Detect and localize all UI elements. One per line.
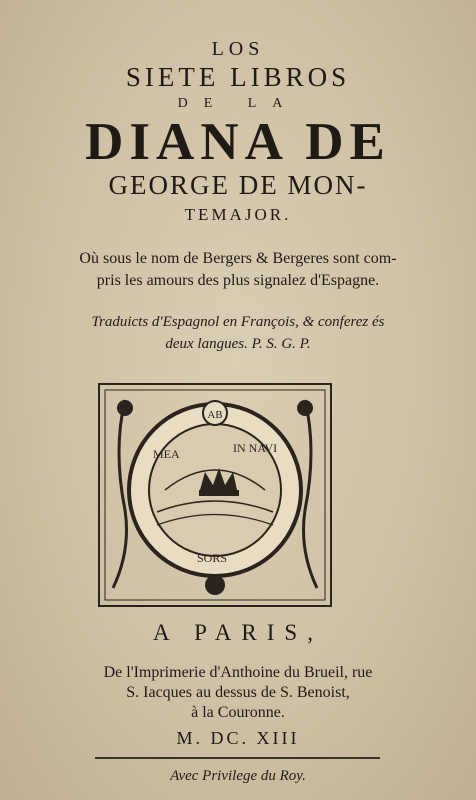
imprint-line-1: De l'Imprimerie d'Anthoine du Brueil, rue	[103, 664, 373, 681]
title-line-4: DIANA DE	[85, 113, 391, 171]
motto-top: MEA	[153, 447, 180, 461]
privilege-line: Avec Privilege du Roy.	[170, 768, 306, 784]
crown-icon	[199, 468, 239, 496]
title-line-3: DE LA	[177, 96, 299, 111]
motto-right: IN NAVI	[233, 441, 278, 455]
motto-bottom: SORS	[197, 551, 228, 565]
subtitle-line-1: Où sous le nom de Bergers & Bergeres sont com-	[79, 250, 397, 267]
imprint-year: M. DC. XIII	[176, 728, 300, 748]
printer-mark	[95, 380, 335, 610]
imprint-line-2: S. Iacques au dessus de S. Benoist,	[126, 684, 350, 701]
title-line-2: SIETE LIBROS	[125, 62, 351, 92]
subtitle-line-2: pris les amours des plus signalez d'Espagne.	[96, 272, 380, 289]
title-line-6: TEMAJOR.	[184, 205, 292, 224]
title-line-5: GEORGE DE MON-	[108, 170, 368, 200]
divider	[95, 757, 380, 759]
monogram: AB	[207, 409, 223, 421]
translation-line-1: Traduicts d'Espagnol en François, & conferez és	[91, 314, 385, 330]
imprint-city: A PARIS,	[153, 620, 323, 645]
title-line-1: LOS	[211, 38, 265, 60]
translation-line-2: deux langues. P. S. G. P.	[165, 336, 311, 352]
imprint-line-3: à la Couronne.	[191, 704, 285, 721]
